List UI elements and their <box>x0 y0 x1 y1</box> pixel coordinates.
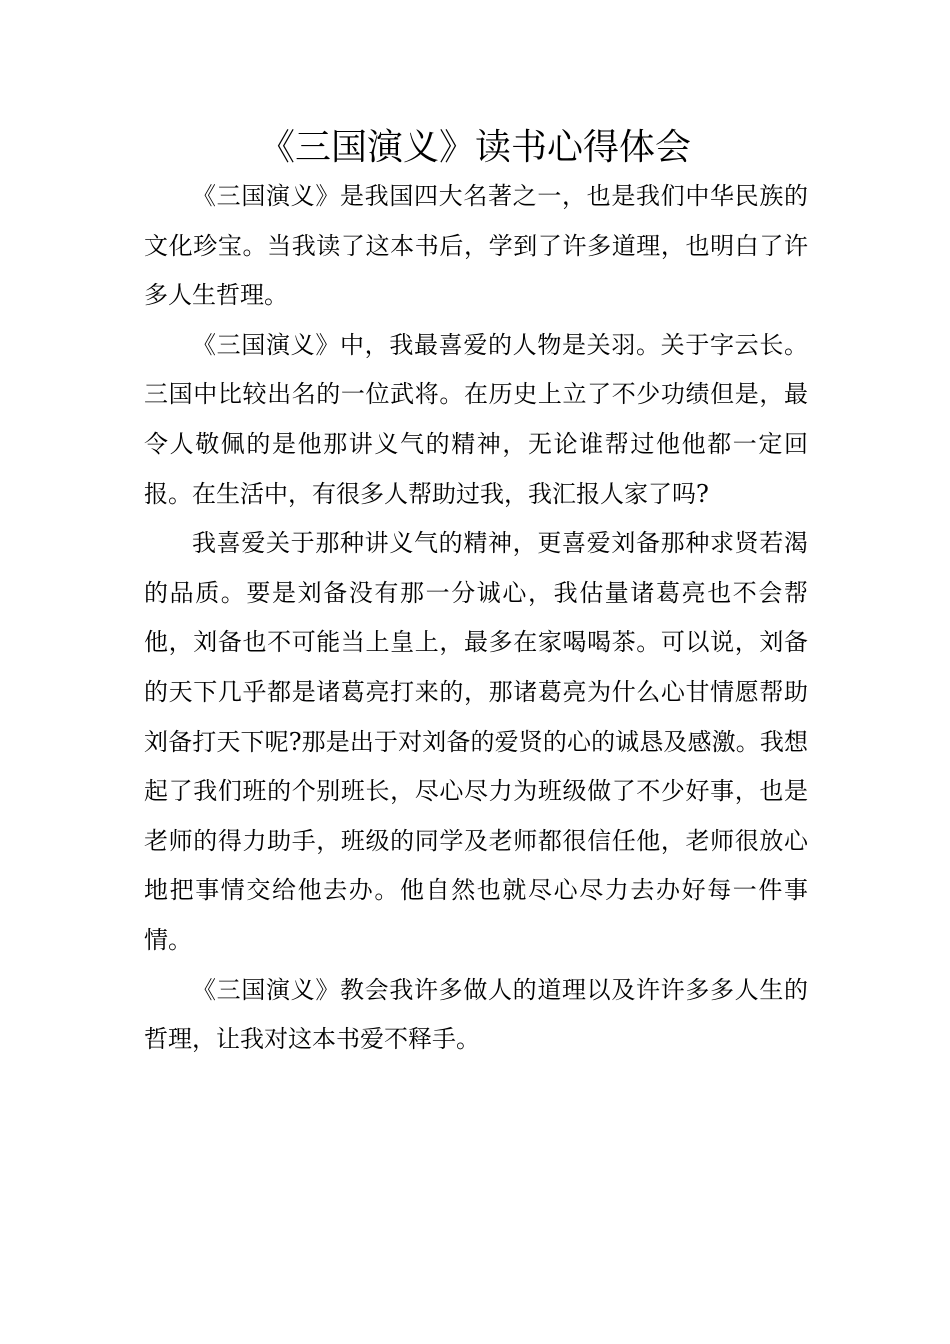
paragraph-1: 《三国演义》是我国四大名著之一，也是我们中华民族的文化珍宝。当我读了这本书后，学到了许多道理，也明白了许多人生哲理。 <box>144 182 808 310</box>
document-body <box>144 172 808 1065</box>
paragraph-3: 我喜爱关于那种讲义气的精神，更喜爱刘备那种求贤若渴的品质。要是刘备没有那一分诚心，我估量诸葛亮也不会帮他，刘备也不可能当上皇上，最多在家喝喝茶。可以说，刘备的天下几乎都是诸葛亮打来的，那诸葛亮为什么心甘情愿帮助刘备打天下呢?那是出于对刘备的爱贤的心的诚恳及感激。我想起了我们班的个别班长，尽心尽力为班级做了不少好事，也是老师的得力助手，班级的同学及老师都很信任他，老师很放心地把事情交给他去办。他自然也就尽心尽力去办好每一件事情。 <box>144 529 808 954</box>
paragraph-2: 《三国演义》中，我最喜爱的人物是关羽。关于字云长。三国中比较出名的一位武将。在历史上立了不少功绩但是，最令人敬佩的是他那讲义气的精神，无论谁帮过他他都一定回报。在生活中，有很多人帮助过我，我汇报人家了吗? <box>144 330 808 508</box>
paragraph-4: 《三国演义》教会我许多做人的道理以及许许多多人生的哲理，让我对这本书爱不释手。 <box>144 975 808 1054</box>
page-title: 《三国演义》读书心得体会 <box>258 127 691 168</box>
